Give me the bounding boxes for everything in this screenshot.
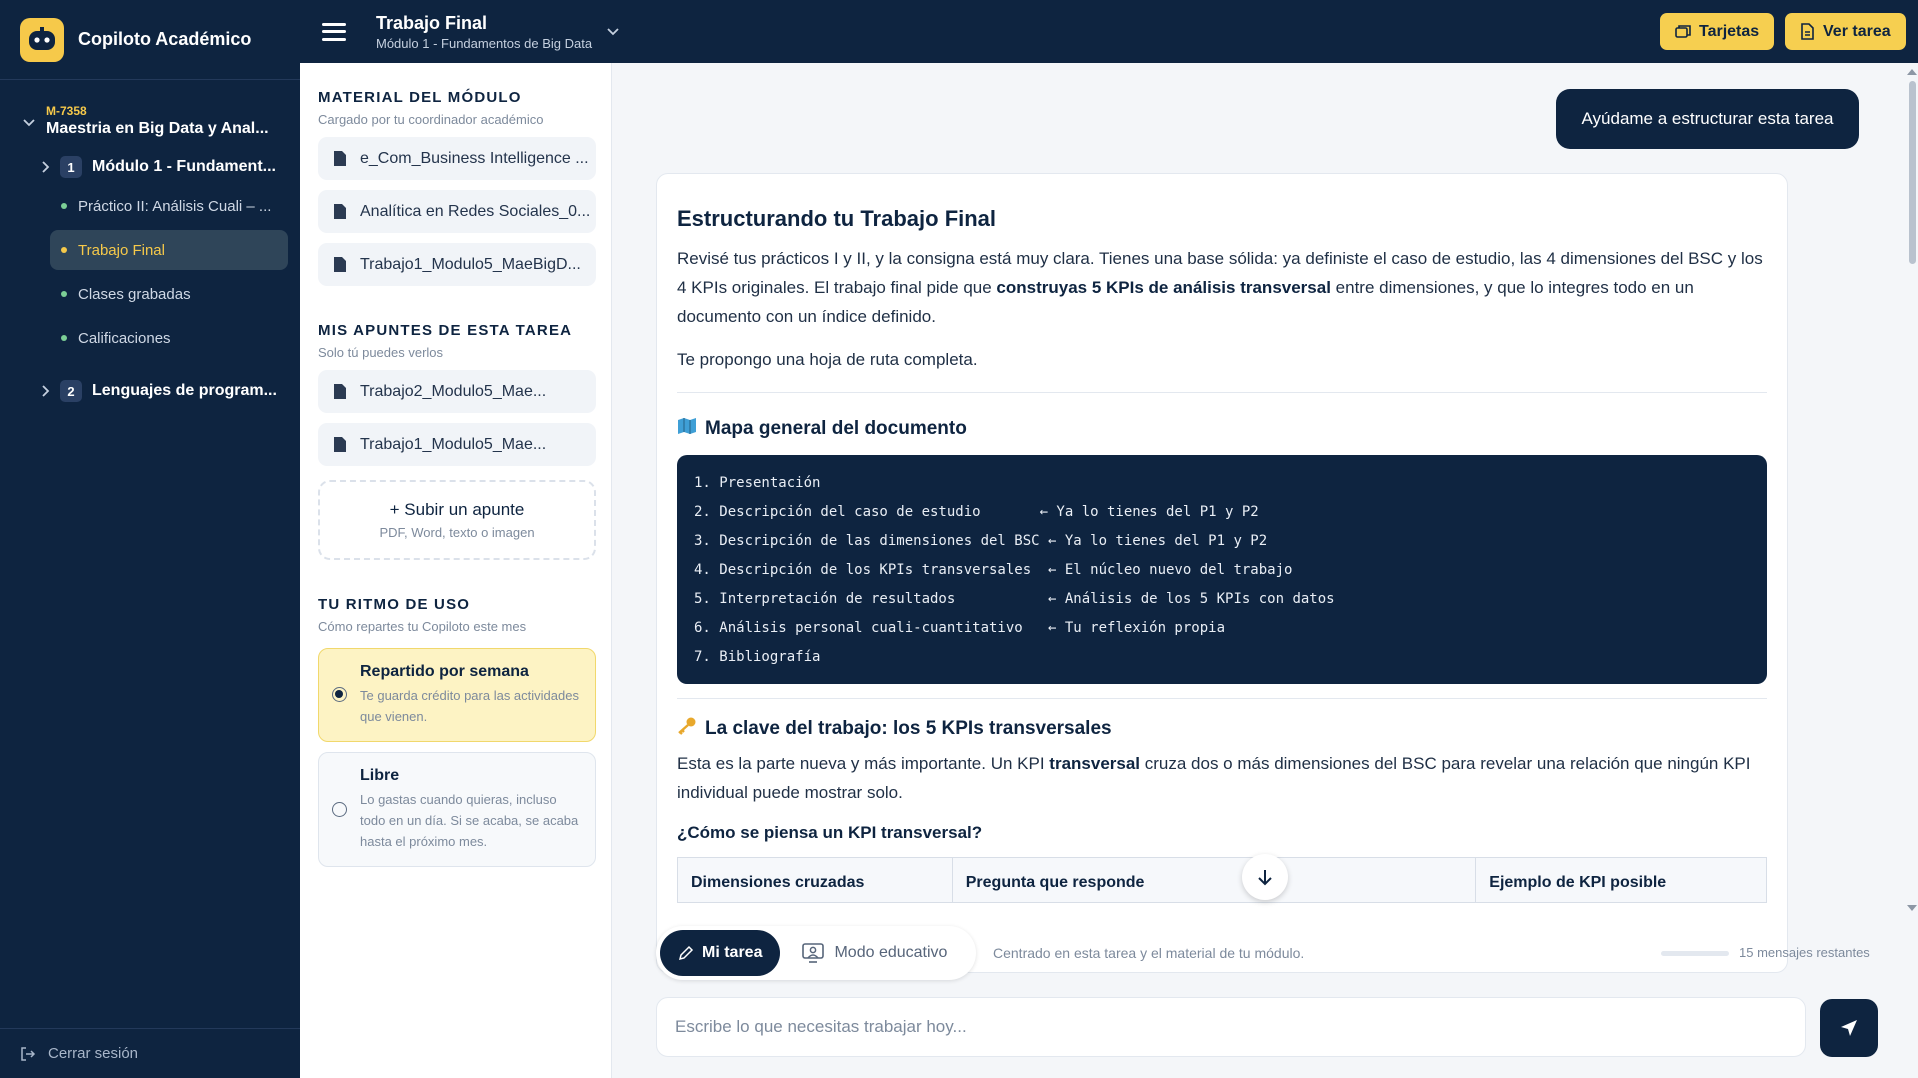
chevron-right-icon <box>38 160 52 174</box>
view-task-label: Ver tarea <box>1823 22 1891 40</box>
module-label: Lenguajes de program... <box>92 382 277 399</box>
user-message: Ayúdame a estructurar esta tarea <box>1556 89 1859 149</box>
sidebar-item-label: Calificaciones <box>78 329 171 347</box>
sidebar-item-trabajo-final[interactable] <box>50 230 288 270</box>
material-subtitle: Cargado por tu coordinador académico <box>318 112 544 127</box>
topbar <box>300 0 1918 63</box>
mode-edu-button[interactable] <box>802 943 947 963</box>
notes-subtitle: Solo tú puedes verlos <box>318 345 444 360</box>
rhythm-option-free[interactable] <box>318 752 596 867</box>
logout-icon <box>20 1046 36 1062</box>
file-icon <box>334 204 346 219</box>
map-icon <box>677 417 697 441</box>
assistant-message <box>656 173 1788 973</box>
course-toggle[interactable] <box>0 80 300 138</box>
module-number: 1 <box>60 156 82 178</box>
scroll-down-arrow-icon <box>1906 903 1918 913</box>
sidebar <box>0 0 300 1078</box>
subheading: ¿Cómo se piensa un KPI transversal? <box>677 823 983 842</box>
scrollbar-thumb[interactable] <box>1909 81 1916 264</box>
outline-line: 1. Presentación <box>694 475 821 491</box>
sidebar-item-label: Trabajo Final <box>78 241 165 259</box>
reply-paragraph: Te propongo una hoja de ruta completa. <box>677 350 978 369</box>
upload-hint: PDF, Word, texto o imagen <box>379 525 535 540</box>
scroll-up-arrow-icon <box>1906 67 1918 77</box>
sidebar-item-label: Clases grabadas <box>78 285 191 303</box>
radio-selected-icon[interactable] <box>332 687 347 702</box>
pencil-icon <box>678 945 694 961</box>
table-header-cell: Pregunta que responde <box>953 858 1477 902</box>
menu-icon[interactable] <box>322 23 346 41</box>
kpi-table-header <box>677 857 1767 903</box>
chevron-down-icon[interactable] <box>606 25 620 39</box>
brand-name: Copiloto Académico <box>78 29 252 49</box>
file-icon <box>334 151 346 166</box>
rhythm-title: TU RITMO DE USO <box>318 596 471 613</box>
page-subtitle: Módulo 1 - Fundamentos de Big Data <box>376 35 593 51</box>
note-file[interactable] <box>318 423 596 466</box>
radio-unselected-icon[interactable] <box>332 802 347 817</box>
text-span: Esta es la parte nueva y más importante. Un KPI <box>677 754 1050 773</box>
bullet-dot-icon <box>61 291 67 297</box>
reply-paragraph <box>677 244 1767 331</box>
option-description: Te guarda crédito para las actividades que vienen. <box>360 688 579 724</box>
outline-line: 2. Descripción del caso de estudio ← Ya lo tienes del P1 y P2 <box>694 504 1259 520</box>
option-description: Lo gastas cuando quieras, incluso todo en un día. Si se acaba, se acaba hasta el próximo mes. <box>360 792 579 849</box>
file-icon <box>334 257 346 272</box>
reply-title: Estructurando tu Trabajo Final <box>677 206 997 231</box>
mode-edu-label: Modo educativo <box>834 944 948 961</box>
sidebar-item-calificaciones[interactable] <box>50 318 288 358</box>
sidebar-item-clases[interactable] <box>50 274 288 314</box>
heading-text: Mapa general del documento <box>705 418 967 439</box>
logout-button[interactable] <box>0 1028 300 1078</box>
section-heading <box>677 417 1767 441</box>
scroll-down-button[interactable] <box>1242 854 1288 900</box>
task-title-block[interactable] <box>376 13 592 51</box>
arrow-down-icon <box>1256 868 1274 886</box>
logout-label: Cerrar sesión <box>48 1045 139 1062</box>
heading-text: La clave del trabajo: los 5 KPIs transversales <box>705 718 1112 739</box>
upload-note-button[interactable] <box>318 480 596 560</box>
file-name: Analítica en Redes Sociales_0... <box>360 202 591 220</box>
send-icon <box>1839 1018 1859 1038</box>
message-input[interactable] <box>656 997 1806 1057</box>
reply-paragraph <box>677 749 1767 807</box>
file-icon <box>334 384 346 399</box>
chevron-down-icon <box>22 116 36 130</box>
bold-span: construyas 5 KPIs de análisis transversal <box>996 278 1331 297</box>
view-task-button[interactable] <box>1785 13 1906 50</box>
cards-icon <box>1675 24 1691 40</box>
mode-switch <box>656 926 976 980</box>
bold-span: transversal <box>1049 754 1141 773</box>
module-number: 2 <box>60 380 82 402</box>
course-title: Maestria en Big Data y Anal... <box>46 120 269 137</box>
mode-hint: Centrado en esta tarea y el material de tu módulo. <box>993 945 1305 961</box>
upload-label: + Subir un apunte <box>389 500 525 519</box>
module-label: Módulo 1 - Fundament... <box>92 158 276 175</box>
cards-label: Tarjetas <box>1699 22 1760 40</box>
outline-line: 6. Análisis personal cuali-cuantitativo ← Tu reflexión propia <box>694 620 1226 636</box>
outline-line: 3. Descripción de las dimensiones del BSC ← Ya lo tienes del P1 y P2 <box>694 533 1268 549</box>
table-header-cell: Ejemplo de KPI posible <box>1489 874 1667 891</box>
divider <box>677 392 1767 393</box>
robot-logo-icon <box>20 18 64 62</box>
quota-progress-bar <box>1661 951 1729 956</box>
table-header-cell: Dimensiones cruzadas <box>678 858 953 902</box>
page-title: Trabajo Final <box>376 12 488 33</box>
text-span: Revisé tus prácticos I y II, y la consigna está muy clara. Tienes una base sólida: ya definiste el caso de estudio, las 4 dimensiones del BSC y los 4 KPIs originales. El trabajo final pide que <box>677 249 1763 297</box>
section-heading <box>677 717 1767 741</box>
document-icon <box>1800 23 1815 40</box>
note-file[interactable] <box>318 370 596 413</box>
bullet-dot-icon <box>61 247 67 253</box>
mode-task-label: Mi tarea <box>702 944 763 961</box>
text-span: entre dimensiones, y que lo integres todo en un documento con un índice definido. <box>677 278 1694 326</box>
mode-task-button[interactable] <box>660 930 780 976</box>
cards-button[interactable] <box>1660 13 1774 50</box>
teacher-icon <box>802 943 824 963</box>
outline-line: 4. Descripción de los KPIs transversales ← El núcleo nuevo del trabajo <box>694 562 1293 578</box>
option-title: Repartido por semana <box>360 663 529 680</box>
material-file[interactable] <box>318 190 596 233</box>
brand[interactable] <box>0 0 300 80</box>
sidebar-module-2[interactable] <box>38 376 300 406</box>
file-name: Trabajo1_Modulo5_MaeBigD... <box>360 255 581 273</box>
divider <box>677 698 1767 699</box>
course-code: M-7358 <box>46 104 87 118</box>
sidebar-module-1[interactable] <box>38 152 300 182</box>
outline-code-block <box>677 455 1767 684</box>
option-title: Libre <box>360 767 400 784</box>
rhythm-option-weekly[interactable] <box>318 648 596 742</box>
material-file[interactable] <box>318 137 596 180</box>
send-button[interactable] <box>1820 999 1878 1057</box>
notes-title: MIS APUNTES DE ESTA TAREA <box>318 322 573 339</box>
file-name: Trabajo1_Modulo5_Mae... <box>360 435 547 453</box>
rhythm-subtitle: Cómo repartes tu Copiloto este mes <box>318 619 527 634</box>
outline-line: 7. Bibliografía <box>694 649 821 665</box>
materials-panel <box>300 63 612 1078</box>
chat-area <box>613 63 1918 1078</box>
file-name: e_Com_Business Intelligence ... <box>360 149 589 167</box>
material-file[interactable] <box>318 243 596 286</box>
file-icon <box>334 437 346 452</box>
outline-line: 5. Interpretación de resultados ← Análisis de los 5 KPIs con datos <box>694 591 1335 607</box>
key-icon <box>677 717 697 741</box>
scrollbar[interactable] <box>1906 63 1918 913</box>
material-title: MATERIAL DEL MÓDULO <box>318 89 522 106</box>
quota-remaining: 15 mensajes restantes <box>1739 945 1870 960</box>
sidebar-item-practico[interactable] <box>50 186 288 226</box>
file-name: Trabajo2_Modulo5_Mae... <box>360 382 547 400</box>
bullet-dot-icon <box>61 335 67 341</box>
bullet-dot-icon <box>61 203 67 209</box>
sidebar-item-label: Práctico II: Análisis Cuali – ... <box>78 197 272 215</box>
text-span: cruza dos o más dimensiones del BSC para revelar una relación que ningún KPI individual puede mostrar solo. <box>677 754 1751 802</box>
chevron-right-icon <box>38 384 52 398</box>
input-placeholder: Escribe lo que necesitas trabajar hoy... <box>675 1017 967 1036</box>
